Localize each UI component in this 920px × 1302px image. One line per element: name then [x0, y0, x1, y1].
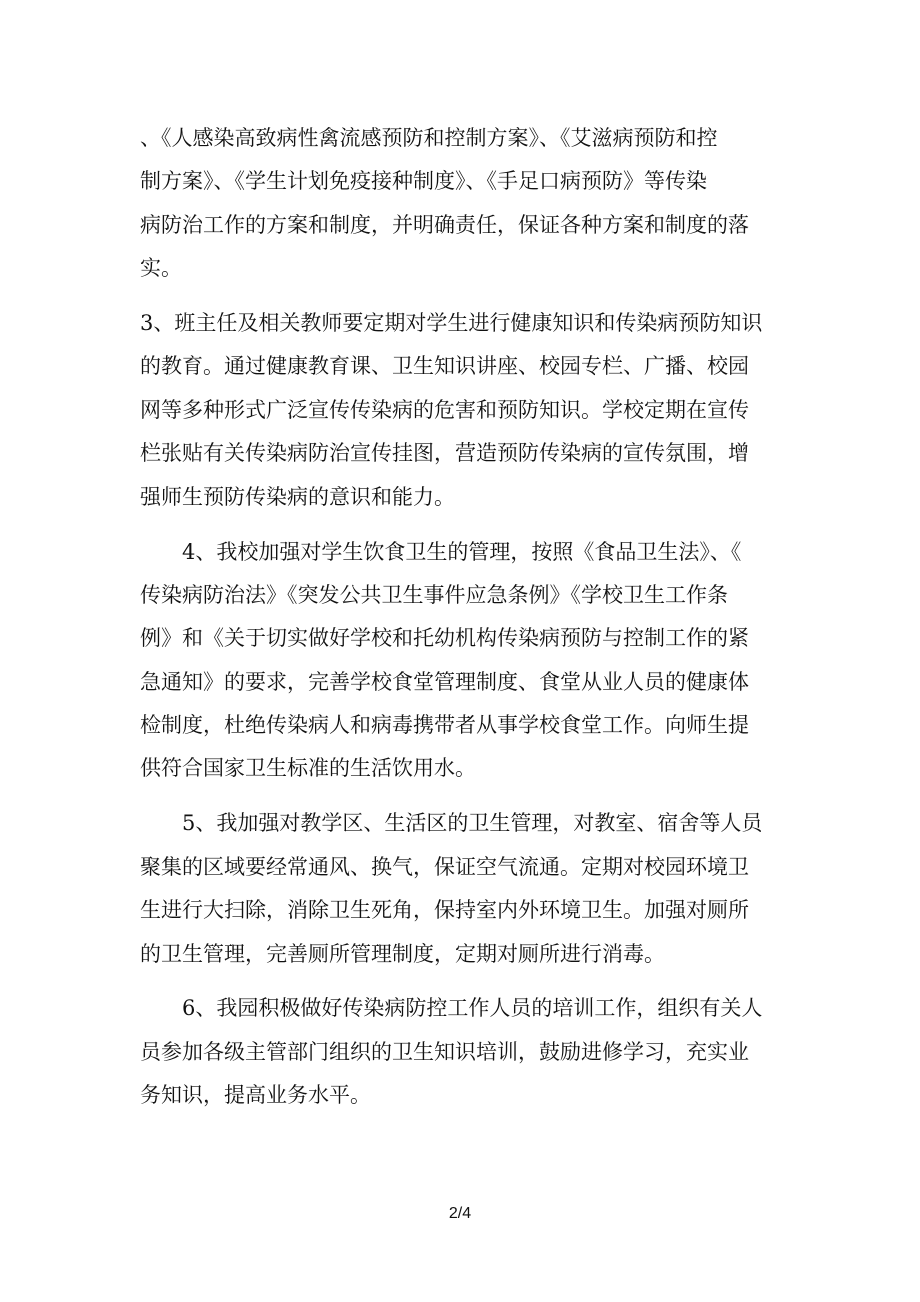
text-line: 例》和《关于切实做好学校和托幼机构传染病预防与控制工作的紧 — [140, 626, 749, 651]
text-line: 的卫生管理，完善厕所管理制度，定期对厕所进行消毒。 — [140, 941, 665, 966]
text-line: 实。 — [140, 256, 182, 281]
text-line: 务知识，提高业务水平。 — [140, 1083, 371, 1108]
text-line: 传染病防治法》《突发公共卫生事件应急条例》《学校卫生工作条 — [140, 582, 728, 607]
text-line: 急通知》的要求，完善学校食堂管理制度、食堂从业人员的健康体 — [140, 669, 749, 694]
document-body — [140, 117, 782, 1129]
paragraph-3 — [140, 302, 782, 519]
text-line: 强师生预防传染病的意识和能力。 — [140, 484, 455, 509]
paragraph-5 — [140, 802, 782, 976]
text-line: 生进行大扫除，消除卫生死角，保持室内外环境卫生。加强对厕所 — [140, 898, 749, 923]
text-line: 3、班主任及相关教师要定期对学生进行健康知识和传染病预防知识 — [140, 311, 763, 336]
paragraph-4 — [140, 531, 782, 791]
text-line: 员参加各级主管部门组织的卫生知识培训，鼓励进修学习，充实业 — [140, 1039, 749, 1064]
text-line: 5、我加强对教学区、生活区的卫生管理，对教室、宿舍等人员 — [182, 811, 763, 836]
paragraph-1 — [140, 117, 782, 291]
text-line: 病防治工作的方案和制度，并明确责任，保证各种方案和制度的落 — [140, 212, 749, 237]
text-line: 聚集的区域要经常通风、换气，保证空气流通。定期对校园环境卫 — [140, 854, 749, 879]
text-line: 栏张贴有关传染病防治宣传挂图，营造预防传染病的宣传氛围，增 — [140, 441, 749, 466]
text-line: 的教育。通过健康教育课、卫生知识讲座、校园专栏、广播、校园 — [140, 354, 749, 379]
text-line: 、《人感染高致病性禽流感预防和控制方案》、《艾滋病预防和控 — [140, 126, 718, 150]
text-line: 供符合国家卫生标准的生活饮用水。 — [140, 756, 476, 781]
text-line: 网等多种形式广泛宣传传染病的危害和预防知识。学校定期在宣传 — [140, 397, 749, 422]
text-line: 6、我园积极做好传染病防控工作人员的培训工作，组织有关人 — [182, 996, 763, 1021]
paragraph-6 — [140, 987, 782, 1117]
text-line: 检制度，杜绝传染病人和病毒携带者从事学校食堂工作。向师生提 — [140, 713, 749, 738]
text-line: 4、我校加强对学生饮食卫生的管理，按照《食品卫生法》、《 — [182, 539, 742, 564]
text-line: 制方案》、《学生计划免疫接种制度》、《手足口病预防》等传染 — [140, 169, 707, 194]
page-number: 2/4 — [448, 1205, 472, 1222]
